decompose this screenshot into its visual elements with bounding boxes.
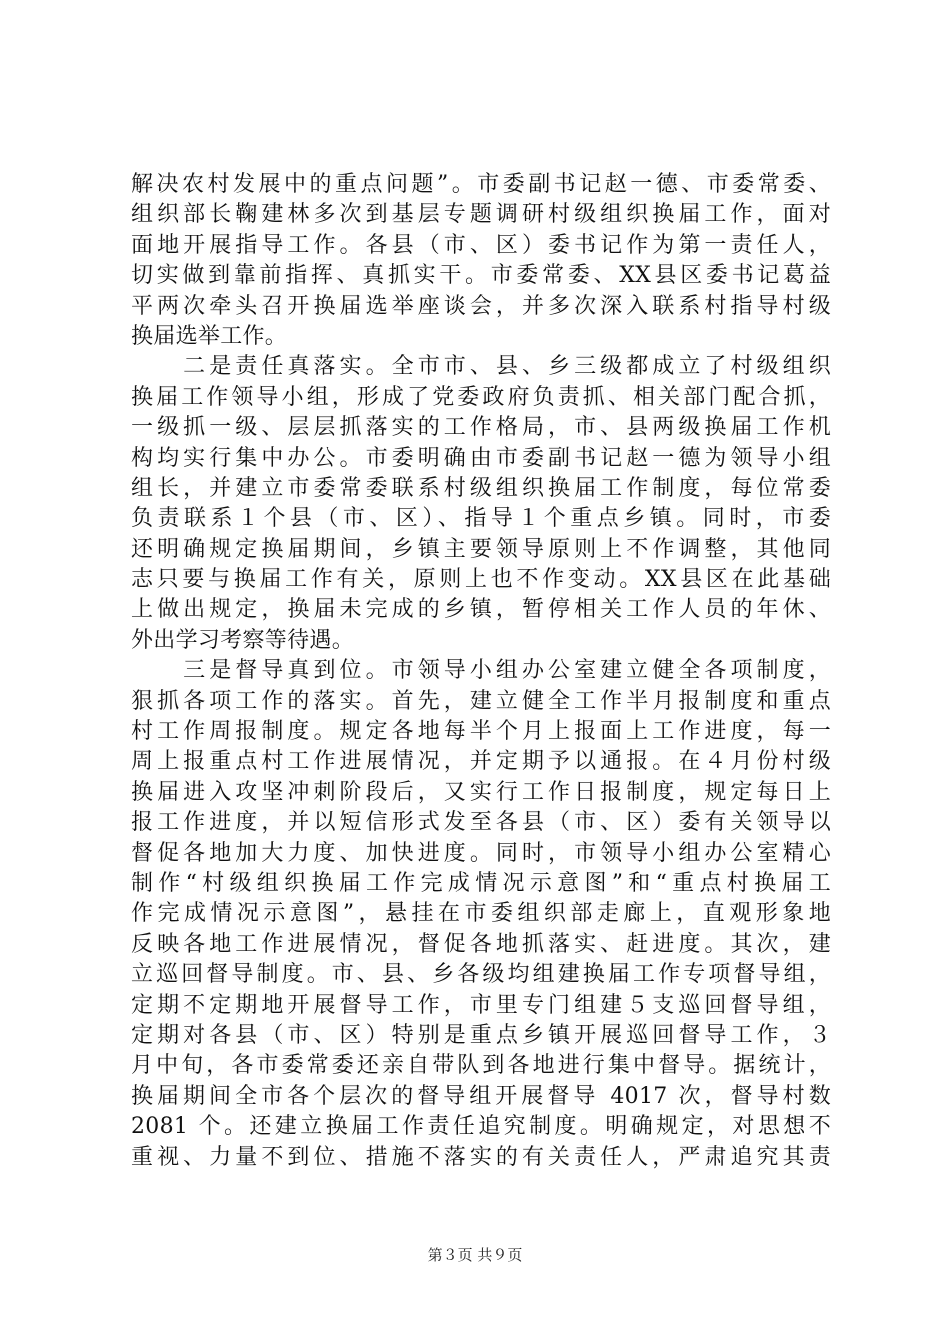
text-line: 组长，并建立市委常委联系村级组织换届工作制度，每位常委 — [131, 475, 831, 501]
text-line: 外出学习考察等待遇。 — [131, 627, 355, 653]
text-line: 一级抓一级、层层抓落实的工作格局，市、县两级换届工作机 — [131, 415, 831, 441]
text-line: 换届工作领导小组，形成了党委政府负责抓、相关部门配合抓， — [131, 384, 831, 410]
text-line: 二是责任真落实。全市市、县、乡三级都成立了村级组织 — [131, 354, 831, 380]
text-line: 换届进入攻坚冲刺阶段后，又实行工作日报制度，规定每日上 — [131, 779, 831, 805]
text-line: 换届期间全市各个层次的督导组开展督导 4017 次，督导村数 — [131, 1083, 831, 1109]
text-line: 报工作进度，并以短信形式发至各县（市、区）委有关领导以 — [131, 810, 831, 836]
text-line: 定期不定期地开展督导工作，市里专门组建５支巡回督导组， — [131, 992, 831, 1018]
text-line: 组织部长鞠建林多次到基层专题调研村级组织换届工作，面对 — [131, 202, 831, 228]
text-line: 2081 个。还建立换届工作责任追究制度。明确规定，对思想不 — [131, 1114, 831, 1140]
text-line: 负责联系１个县（市、区）、指导１个重点乡镇。同时，市委 — [131, 506, 831, 532]
text-line: 换届选举工作。 — [131, 323, 288, 349]
text-line: 上做出规定，换届未完成的乡镇，暂停相关工作人员的年休、 — [131, 597, 831, 623]
text-line: 还明确规定换届期间，乡镇主要领导原则上不作调整，其他同 — [131, 536, 831, 562]
text-line: 督促各地加大力度、加快进度。同时，市领导小组办公室精心 — [131, 840, 831, 866]
text-line: 立巡回督导制度。市、县、乡各级均组建换届工作专项督导组， — [131, 962, 831, 988]
text-line: 构均实行集中办公。市委明确由市委副书记赵一德为领导小组 — [131, 445, 831, 471]
text-line: 切实做到靠前指挥、真抓实干。市委常委、XX县区委书记葛益 — [131, 263, 831, 289]
text-line: 周上报重点村工作进展情况，并定期予以通报。在４月份村级 — [131, 749, 831, 775]
text-line: 村工作周报制度。规定各地每半个月上报面上工作进度，每一 — [131, 719, 831, 745]
text-line: 月中旬，各市委常委还亲自带队到各地进行集中督导。据统计， — [131, 1053, 831, 1079]
text-line: 解决农村发展中的重点问题”。市委副书记赵一德、市委常委、 — [131, 172, 831, 197]
text-line: 志只要与换届工作有关，原则上也不作变动。XX县区在此基础 — [131, 567, 831, 593]
text-line: 重视、力量不到位、措施不落实的有关责任人，严肃追究其责 — [131, 1144, 831, 1170]
page-footer: 第３页 共９页 — [427, 1246, 523, 1264]
text-line: 平两次牵头召开换届选举座谈会，并多次深入联系村指导村级 — [131, 293, 831, 319]
text-line: 反映各地工作进展情况，督促各地抓落实、赶进度。其次，建 — [131, 931, 831, 957]
text-line: 面地开展指导工作。各县（市、区）委书记作为第一责任人， — [131, 232, 831, 258]
text-line: 三是督导真到位。市领导小组办公室建立健全各项制度， — [131, 658, 831, 684]
text-line: 定期对各县（市、区）特别是重点乡镇开展巡回督导工作，３ — [131, 1022, 831, 1048]
document-body — [131, 170, 831, 1173]
text-line: 狠抓各项工作的落实。首先，建立健全工作半月报制度和重点 — [131, 688, 831, 714]
text-line: 制作“村级组织换届工作完成情况示意图”和“重点村换届工 — [131, 870, 831, 896]
text-line: 作完成情况示意图”，悬挂在市委组织部走廊上，直观形象地 — [131, 901, 831, 927]
